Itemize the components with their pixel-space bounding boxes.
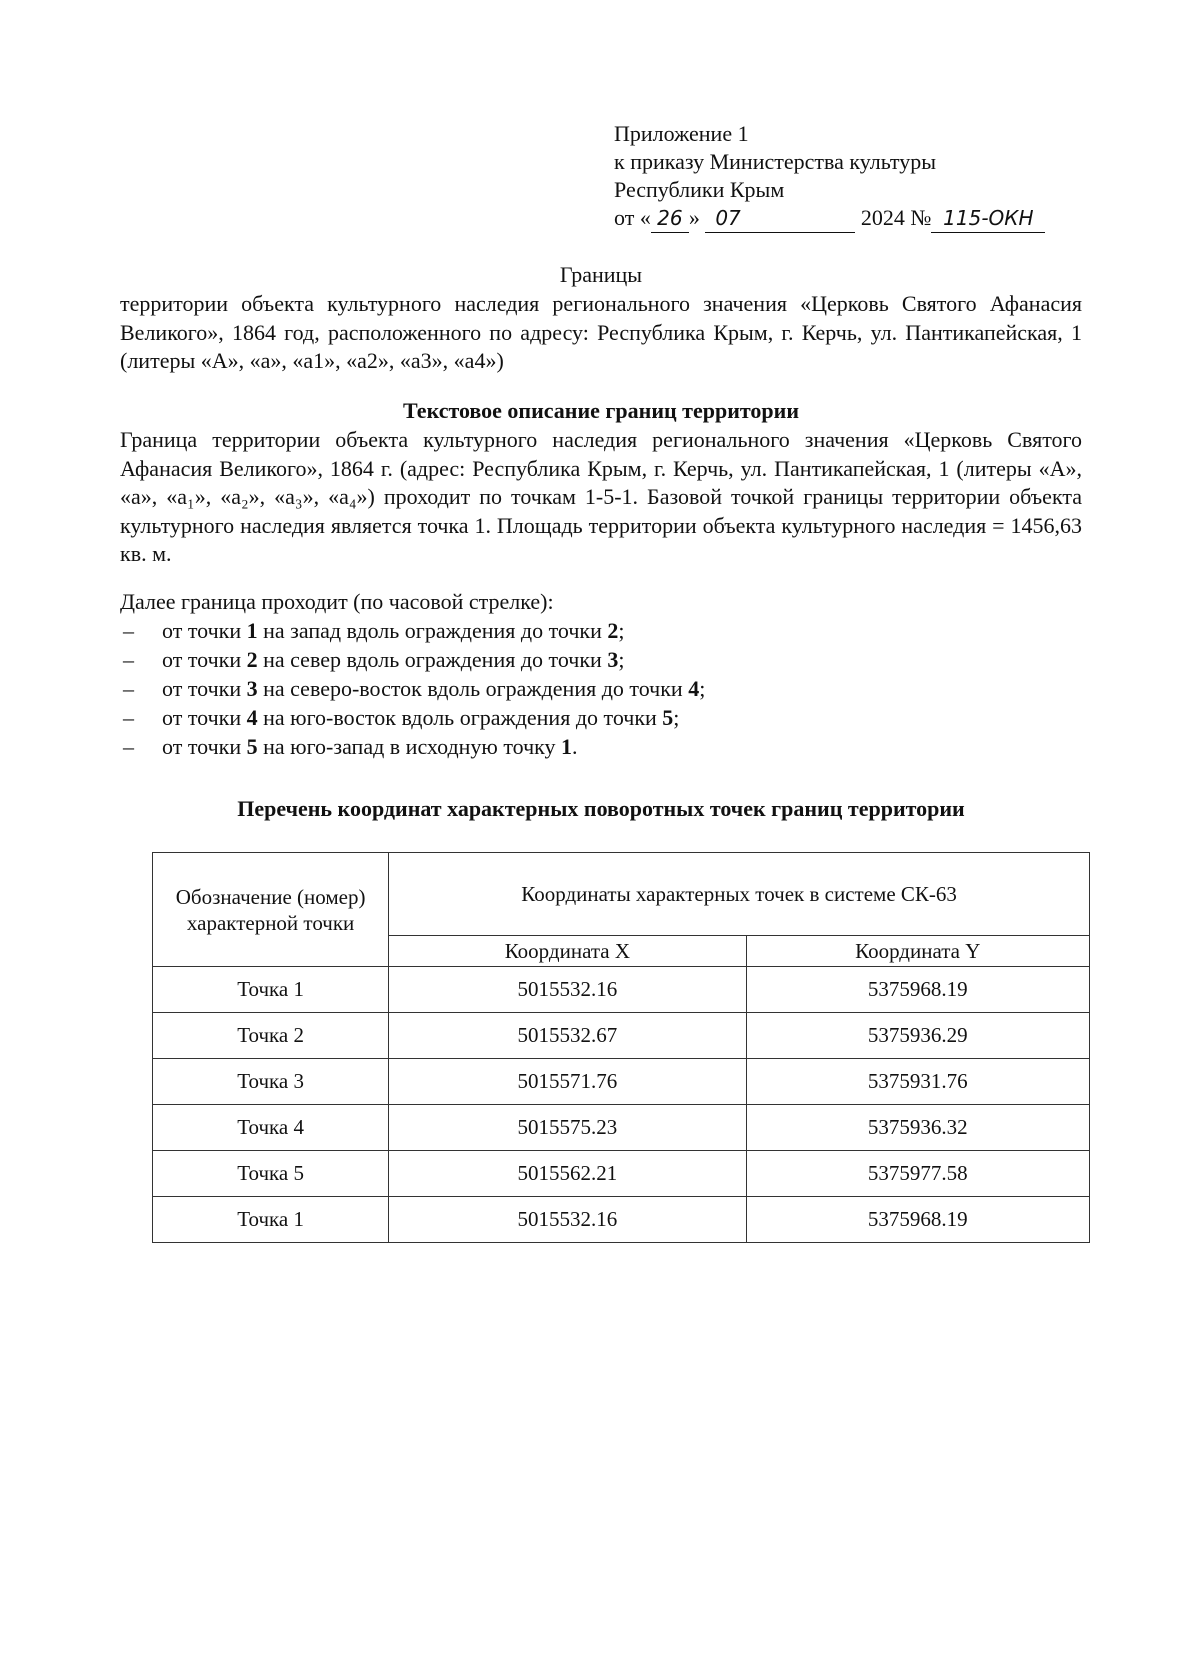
list-item: – от точки 4 на юго-восток вдоль ограждения до точки 5; [123, 705, 680, 730]
point-cell: Точка 1 [153, 967, 389, 1013]
description-text: Граница территории объекта культурного наследия регионального значения «Церковь Святого Афанасия Великого», 1864 г. (адрес: Республика Крым, г. Керчь, ул. Пантикапейская, 1 (литеры «А», «а», «а₁», «а₂», «а₃», «а₄») проходит по точкам 1-5-1. Базовой точкой границы территории объекта культурного наследия является точка 1. Площадь территории объекта культурного наследия = 1456,63 кв. м. [120, 427, 1082, 566]
y-cell: 5375931.76 [746, 1059, 1089, 1105]
appendix-number: Приложение 1 [614, 121, 749, 146]
table-row [153, 1013, 1090, 1059]
handwritten-order-number: 115-ОКН [931, 204, 1045, 233]
list-dash: – [123, 705, 134, 730]
subtitle-text: территории объекта культурного наследия регионального значения «Церковь Святого Афанасия Великого», 1864 год, расположенного по адресу: Республика Крым, г. Керчь, ул. Пантикапейская, 1 (литеры «А», «а», «а1», «а2», «а3», «а4») [120, 291, 1082, 373]
handwritten-day: 26 [651, 204, 689, 233]
coordinates-table [152, 852, 1090, 1243]
date-prefix: от « [614, 205, 651, 230]
x-cell: 5015571.76 [389, 1059, 746, 1105]
route-intro: Далее граница проходит (по часовой стрелке): [120, 589, 554, 614]
x-cell: 5015575.23 [389, 1105, 746, 1151]
handwritten-month: 07 [705, 204, 855, 233]
y-cell: 5375968.19 [746, 967, 1089, 1013]
order-date-line [614, 204, 1045, 233]
point-cell: Точка 3 [153, 1059, 389, 1105]
list-item: – от точки 1 на запад вдоль ограждения до точки 2; [123, 618, 625, 643]
table-row [153, 1151, 1090, 1197]
point-cell: Точка 1 [153, 1197, 389, 1243]
x-cell: 5015532.16 [389, 1197, 746, 1243]
point-cell: Точка 4 [153, 1105, 389, 1151]
x-cell: 5015532.16 [389, 967, 746, 1013]
table-header-row [153, 853, 1090, 936]
y-cell: 5375968.19 [746, 1197, 1089, 1243]
table-row [153, 967, 1090, 1013]
coordinate-x-header: Координата X [389, 936, 746, 967]
coordinate-y-header: Координата Y [746, 936, 1089, 967]
list-dash: – [123, 676, 134, 701]
y-cell: 5375936.29 [746, 1013, 1089, 1059]
route-section [120, 587, 1082, 761]
date-mid: » [688, 205, 700, 230]
point-cell: Точка 2 [153, 1013, 389, 1059]
order-reference: к приказу Министерства культуры [614, 149, 937, 174]
list-dash: – [123, 647, 134, 672]
table-row [153, 1059, 1090, 1105]
table-heading: Перечень координат характерных поворотных точек границ территории [237, 796, 965, 821]
list-dash: – [123, 734, 134, 759]
x-cell: 5015562.21 [389, 1151, 746, 1197]
point-cell: Точка 5 [153, 1151, 389, 1197]
description-paragraph [120, 426, 1082, 569]
order-year: 2024 № [860, 205, 932, 230]
document-subtitle [120, 290, 1082, 376]
point-designation-header: Обозначение (номер) характерной точки [153, 853, 389, 967]
list-dash: – [123, 618, 134, 643]
list-item: – от точки 2 на север вдоль ограждения до точки 3; [123, 647, 625, 672]
coordinates-group-header: Координаты характерных точек в системе СК-63 [389, 853, 1090, 936]
table-row [153, 1105, 1090, 1151]
list-item: – от точки 3 на северо-восток вдоль ограждения до точки 4; [123, 676, 706, 701]
table-row [153, 1197, 1090, 1243]
ministry-region: Республики Крым [614, 177, 785, 202]
y-cell: 5375977.58 [746, 1151, 1089, 1197]
description-heading: Текстовое описание границ территории [402, 398, 800, 423]
x-cell: 5015532.67 [389, 1013, 746, 1059]
document-title: Границы [559, 262, 643, 287]
list-item: – от точки 5 на юго-запад в исходную точку 1. [123, 734, 578, 759]
y-cell: 5375936.32 [746, 1105, 1089, 1151]
appendix-header [614, 120, 1045, 233]
